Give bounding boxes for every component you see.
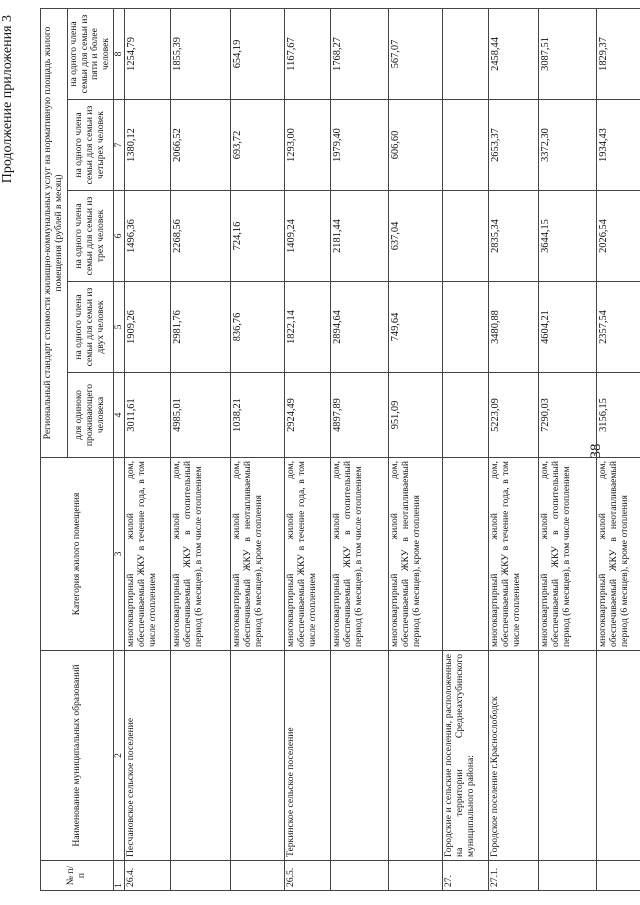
value-family-2: 2981,76 — [171, 282, 231, 373]
value-single: 1038,21 — [231, 373, 285, 458]
value-single: 5223,09 — [489, 373, 539, 458]
value-family-2: 3480,88 — [489, 282, 539, 373]
municipality-name — [331, 651, 389, 861]
header-name: Наименование муниципальных образований — [41, 651, 114, 861]
housing-category: многоквартирный жилой дом, обеспечиваемый ЖКУ в неотапливаемый период (6 месяцев), кроме отопления — [389, 458, 443, 651]
value-single: 2924,49 — [285, 373, 331, 458]
municipality-name: Песчановское сельское поселение — [125, 651, 171, 861]
value-family-2 — [443, 282, 489, 373]
value-family-3: 3644,15 — [539, 191, 597, 282]
row-number — [231, 861, 285, 891]
municipality-name — [231, 651, 285, 861]
col-number: 3 — [114, 458, 125, 651]
value-family-3: 2181,44 — [331, 191, 389, 282]
table-row — [597, 8, 640, 890]
value-family-4: 693,72 — [231, 100, 285, 191]
table-row — [489, 8, 539, 890]
municipality-name — [389, 651, 443, 861]
header-category: Категория жилого помещения — [41, 458, 114, 651]
housing-category: многоквартирный жилой дом, обеспечиваемый ЖКУ в неотапливаемый период (6 месяцев), кроме отопления — [231, 458, 285, 651]
header-sub-5: на одного члена семьи для семьи из пяти и более человек — [67, 8, 113, 99]
housing-category: многоквартирный жилой дом, обеспечиваемый ЖКУ в отопительный период (6 месяцев), в том числе отоплением — [171, 458, 231, 651]
value-family-3: 1496,36 — [125, 191, 171, 282]
municipality-name: Городское поселение г.Краснослободск — [489, 651, 539, 861]
value-family-5: 2458,44 — [489, 8, 539, 99]
value-family-2: 836,76 — [231, 282, 285, 373]
value-family-5: 654,19 — [231, 8, 285, 99]
col-number: 2 — [114, 651, 125, 861]
value-single — [443, 373, 489, 458]
header-sub-4: на одного члена семьи для семьи из четырех человек — [67, 100, 113, 191]
value-family-4: 606,60 — [389, 100, 443, 191]
value-family-4: 2066,52 — [171, 100, 231, 191]
value-family-3: 637,04 — [389, 191, 443, 282]
table-row — [125, 8, 171, 890]
value-family-3: 2026,54 — [597, 191, 640, 282]
table-row — [331, 8, 389, 890]
appendix-title: Продолжение приложения 3 — [0, 15, 15, 184]
municipality-name: Теркинское сельское поселение — [285, 651, 331, 861]
housing-category: многоквартирный жилой дом, обеспечиваемый ЖКУ в течение года, в том числе отоплением — [125, 458, 171, 651]
row-number: 26.5. — [285, 861, 331, 891]
row-number — [171, 861, 231, 891]
value-family-5: 3087,51 — [539, 8, 597, 99]
table-row — [171, 8, 231, 890]
table-row — [443, 8, 489, 890]
value-family-4: 3372,30 — [539, 100, 597, 191]
header-num: № п/п — [41, 861, 114, 891]
row-number — [597, 861, 640, 891]
row-number — [331, 861, 389, 891]
value-single: 3156,15 — [597, 373, 640, 458]
col-number: 8 — [114, 8, 125, 99]
value-family-4: 1380,12 — [125, 100, 171, 191]
housing-category: многоквартирный жилой дом, обеспечиваемый ЖКУ в отопительный период (6 месяцев), в том числе отоплением — [539, 458, 597, 651]
value-single: 3011,61 — [125, 373, 171, 458]
value-family-3 — [443, 191, 489, 282]
header-sub-3: на одного члена семьи для семьи из трех человек — [67, 191, 113, 282]
housing-category: многоквартирный жилой дом, обеспечиваемый ЖКУ в течение года, в том числе отоплением — [489, 458, 539, 651]
standards-table — [40, 8, 640, 891]
row-number: 27.1. — [489, 861, 539, 891]
value-family-5: 1254,79 — [125, 8, 171, 99]
value-family-4: 2653,37 — [489, 100, 539, 191]
housing-category: многоквартирный жилой дом, обеспечиваемый ЖКУ в отопительный период (6 месяцев), в том числе отоплением — [331, 458, 389, 651]
value-family-3: 1409,24 — [285, 191, 331, 282]
row-number — [389, 861, 443, 891]
housing-category — [443, 458, 489, 651]
value-family-2: 1822,14 — [285, 282, 331, 373]
value-single: 4985,01 — [171, 373, 231, 458]
municipality-name — [171, 651, 231, 861]
col-number: 5 — [114, 282, 125, 373]
value-single: 951,09 — [389, 373, 443, 458]
municipality-name — [539, 651, 597, 861]
value-family-2: 2894,64 — [331, 282, 389, 373]
value-family-4: 1293,00 — [285, 100, 331, 191]
table-row — [539, 8, 597, 890]
value-family-5: 1167,67 — [285, 8, 331, 99]
row-number — [539, 861, 597, 891]
header-sub-1: для одиноко проживающего человека — [67, 373, 113, 458]
municipality-name: Городские и сельские поселения, расположенные на территории Среднеахтубинского муниципального района: — [443, 651, 489, 861]
value-family-2: 4604,21 — [539, 282, 597, 373]
value-family-5: 1829,37 — [597, 8, 640, 99]
value-family-4 — [443, 100, 489, 191]
value-family-5: 567,07 — [389, 8, 443, 99]
value-family-4: 1934,43 — [597, 100, 640, 191]
value-family-2: 1909,26 — [125, 282, 171, 373]
table-row — [285, 8, 331, 890]
table-row — [231, 8, 285, 890]
housing-category: многоквартирный жилой дом, обеспечиваемый ЖКУ в неотапливаемый период (6 месяцев), кроме отопления — [597, 458, 640, 651]
value-family-3: 2835,34 — [489, 191, 539, 282]
value-family-2: 2357,54 — [597, 282, 640, 373]
header-sub-2: на одного члена семьи для семьи из двух человек — [67, 282, 113, 373]
value-single: 7290,03 — [539, 373, 597, 458]
table-row — [389, 8, 443, 890]
value-family-5: 1768,27 — [331, 8, 389, 99]
value-family-3: 724,16 — [231, 191, 285, 282]
value-family-4: 1979,40 — [331, 100, 389, 191]
page-number: 38 — [588, 443, 604, 459]
col-number: 7 — [114, 100, 125, 191]
value-single: 4897,89 — [331, 373, 389, 458]
value-family-5: 1855,39 — [171, 8, 231, 99]
col-number: 6 — [114, 191, 125, 282]
municipality-name — [597, 651, 640, 861]
col-number: 1 — [114, 861, 125, 891]
row-number: 27. — [443, 861, 489, 891]
value-family-5 — [443, 8, 489, 99]
header-standard: Региональный стандарт стоимости жилищно-коммунальных услуг на нормативную площадь жилого помещения (рублей в месяц) — [41, 8, 68, 457]
col-number: 4 — [114, 373, 125, 458]
housing-category: многоквартирный жилой дом, обеспечиваемый ЖКУ в течение года, в том числе отоплением — [285, 458, 331, 651]
row-number: 26.4. — [125, 861, 171, 891]
value-family-2: 749,64 — [389, 282, 443, 373]
value-family-3: 2268,56 — [171, 191, 231, 282]
